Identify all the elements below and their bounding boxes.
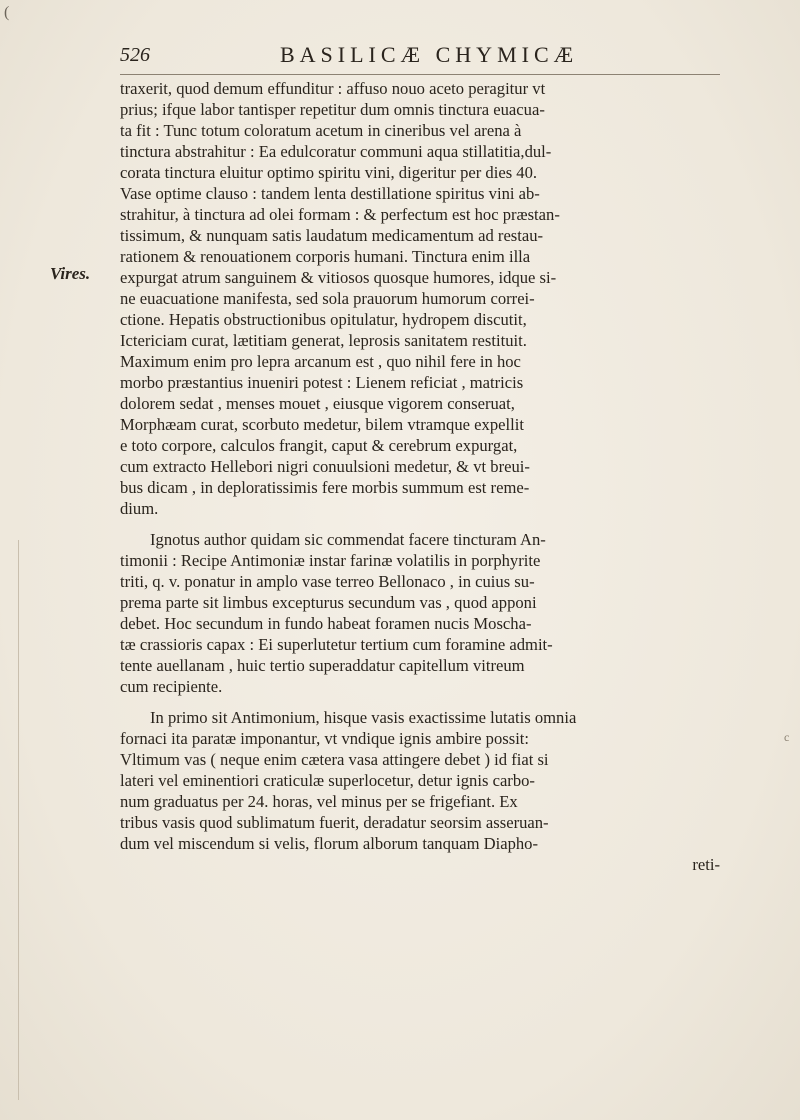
text-line: Vase optime clauso : tandem lenta destillatione spiritus vini ab-	[120, 184, 540, 203]
text-line: traxerit, quod demum effunditur : affuso nouo aceto peragitur vt	[120, 79, 546, 98]
text-line: Maximum enim pro lepra arcanum est , quo nihil fere in hoc	[120, 352, 521, 371]
margin-mark-top-left: (	[4, 4, 10, 21]
page-number: 526	[120, 44, 150, 66]
text-line: lateri vel eminentiori craticulæ superlocetur, detur ignis carbo-	[120, 771, 535, 790]
text-line: dium.	[120, 499, 159, 518]
text-line: prema parte sit limbus excepturus secundum vas , quod apponi	[120, 593, 537, 612]
header-rule	[120, 74, 720, 75]
text-line: Ictericiam curat, lætitiam generat, leprosis sanitatem restituit.	[120, 331, 527, 350]
text-line: tissimum, & nunquam satis laudatum medicamentum ad restau-	[120, 226, 544, 245]
running-title: BASILICÆ CHYMICÆ	[280, 42, 579, 67]
text-line: fornaci ita paratæ imponantur, vt vndique ignis ambire possit:	[120, 729, 530, 748]
text-line: tinctura abstrahitur : Ea edulcoratur communi aqua stillatitia,dul-	[120, 142, 552, 161]
text-line: Ignotus author quidam sic commendat facere tincturam An-	[150, 530, 546, 549]
text-line: tæ crassioris capax : Ei superlutetur tertium cum foramine admit-	[120, 635, 553, 654]
text-line: cum extracto Hellebori nigri conuulsioni medetur, & vt breui-	[120, 457, 530, 476]
paragraph-3	[120, 707, 720, 854]
margin-mark-right: c	[784, 730, 790, 744]
text-line: dum vel miscendum si velis, florum alborum tanquam Diapho-	[120, 834, 538, 853]
text-line: Morphæam curat, scorbuto medetur, bilem vtramque expellit	[120, 415, 524, 434]
text-line: expurgat atrum sanguinem & vitiosos quosque humores, idque si-	[120, 268, 557, 287]
text-line: dolorem sedat , menses mouet , eiusque vigorem conseruat,	[120, 394, 515, 413]
text-line: ctione. Hepatis obstructionibus opitulatur, hydropem discutit,	[120, 310, 527, 329]
text-line: In primo sit Antimonium, hisque vasis exactissime lutatis omnia	[150, 708, 577, 727]
text-line: Vltimum vas ( neque enim cætera vasa attingere debet ) id fiat si	[120, 750, 549, 769]
text-line: timonii : Recipe Antimoniæ instar farinæ volatilis in porphyrite	[120, 551, 541, 570]
text-line: bus dicam , in deploratissimis fere morbis summum est reme-	[120, 478, 530, 497]
page-header	[120, 42, 720, 72]
catchword: reti-	[692, 855, 720, 874]
text-line: ne euacuatione manifesta, sed sola prauorum humorum correi-	[120, 289, 535, 308]
text-line: triti, q. v. ponatur in amplo vase terreo Bellonaco , in cuius su-	[120, 572, 535, 591]
marginal-note: Vires.	[50, 264, 91, 283]
text-line: cum recipiente.	[120, 677, 223, 696]
text-line: num graduatus per 24. horas, vel minus per se frigefiant. Ex	[120, 792, 518, 811]
text-line: e toto corpore, calculos frangit, caput & cerebrum expurgat,	[120, 436, 518, 455]
paragraph-2	[120, 529, 720, 697]
text-line: strahitur, à tinctura ad olei formam : & perfectum est hoc præstan-	[120, 205, 560, 224]
text-line: debet. Hoc secundum in fundo habeat foramen nucis Moscha-	[120, 614, 532, 633]
page-fold-line	[18, 540, 19, 1100]
text-line: prius; ifque labor tantisper repetitur dum omnis tinctura euacua-	[120, 100, 545, 119]
paragraph-1	[120, 78, 720, 519]
text-line: corata tinctura eluitur optimo spiritu vini, digeritur per dies 40.	[120, 163, 538, 182]
body-text	[120, 78, 720, 875]
text-line: tribus vasis quod sublimatum fuerit, deradatur seorsim asseruan-	[120, 813, 549, 832]
text-line: ta fit : Tunc totum coloratum acetum in cineribus vel arena à	[120, 121, 522, 140]
text-line: rationem & renouationem corporis humani. Tinctura enim illa	[120, 247, 531, 266]
text-line: morbo præstantius inueniri potest : Lienem reficiat , matricis	[120, 373, 524, 392]
text-line: tente auellanam , huic tertio superaddatur capitellum vitreum	[120, 656, 525, 675]
